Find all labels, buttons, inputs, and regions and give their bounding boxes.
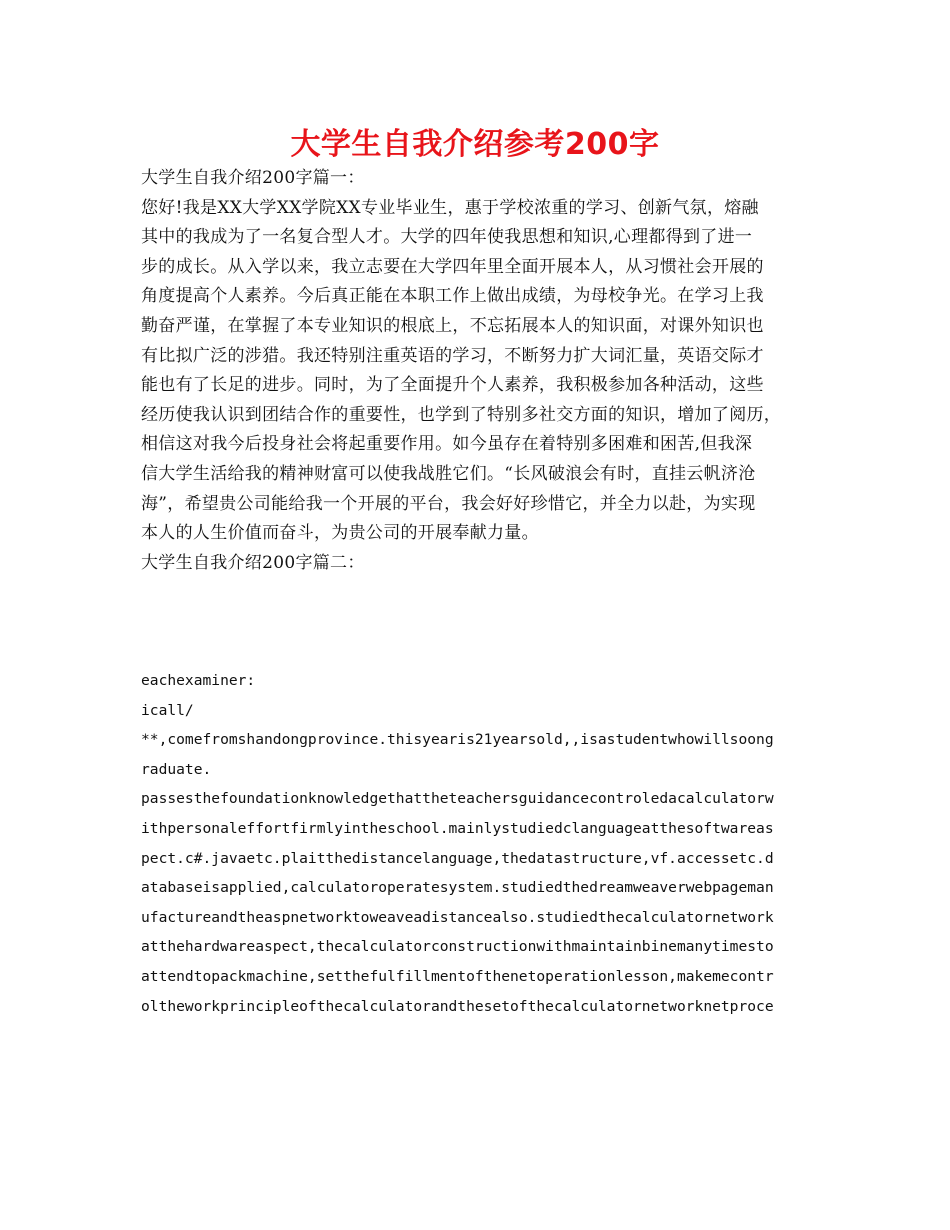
section-two xyxy=(141,666,831,1021)
paragraph-line: passesthefoundationknowledgethattheteachersguidancecontroledacalculatorw xyxy=(141,790,774,808)
paragraph-line: ithpersonaleffortfirmlyintheschool.mainlystudiedclanguageatthesoftwareas xyxy=(141,819,774,837)
section-two-heading: 大学生自我介绍200字篇二： xyxy=(141,552,365,573)
paragraph-line: 本人的人生价值而奋斗，为贵公司的开展奉献力量。 xyxy=(141,523,539,544)
paragraph-line: ufactureandtheaspnetworktoweaveadistancealso.studiedthecalculatornetwork xyxy=(141,908,774,926)
paragraph-line: 能也有了长足的进步。同时，为了全面提升个人素养，我积极参加各种活动，这些 xyxy=(141,375,764,396)
paragraph-line: 海”，希望贵公司能给我一个开展的平台，我会好好珍惜它，并全力以赴，为实现 xyxy=(141,493,756,514)
paragraph-line: 有比拟广泛的涉猎。我还特别注重英语的学习，不断努力扩大词汇量，英语交际才 xyxy=(141,345,764,366)
paragraph-line: atthehardwareaspect,thecalculatorconstructionwithmaintainbinemanytimesto xyxy=(141,938,774,956)
paragraph-line: 信大学生活给我的精神财富可以使我战胜它们。“长风破浪会有时，直挂云帆济沧 xyxy=(141,463,756,484)
paragraph-line: oltheworkprincipleofthecalculatorandthesetofthecalculatornetworknetproce xyxy=(141,997,774,1015)
paragraph-line: 勤奋严谨，在掌握了本专业知识的根底上，不忘拓展本人的知识面，对课外知识也 xyxy=(141,315,764,336)
paragraph-line: 步的成长。从入学以来，我立志要在大学四年里全面开展本人，从习惯社会开展的 xyxy=(141,256,764,277)
paragraph-line: eachexaminer: xyxy=(141,672,256,689)
section-one-heading: 大学生自我介绍200字篇一： xyxy=(141,168,365,188)
paragraph-line: raduate. xyxy=(141,760,212,778)
paragraph-line: **,comefromshandongprovince.thisyearis21yearsold,,isastudentwhowillsoong xyxy=(141,731,774,749)
paragraph-line: 经历使我认识到团结合作的重要性，也学到了特别多社交方面的知识，增加了阅历， xyxy=(141,404,782,425)
section-one xyxy=(141,164,821,578)
paragraph-line: 角度提高个人素养。今后真正能在本职工作上做出成绩，为母校争光。在学习上我 xyxy=(141,286,764,307)
paragraph-line: 相信这对我今后投身社会将起重要作用。如今虽存在着特别多困难和困苦,但我深 xyxy=(141,434,753,455)
document-title: 大学生自我介绍参考200字 xyxy=(290,127,660,162)
paragraph-line: 其中的我成为了一名复合型人才。大学的四年使我思想和知识,心理都得到了进一 xyxy=(141,227,753,248)
paragraph-line: attendtopackmachine,setthefulfillmentofthenetoperationlesson,makemecontr xyxy=(141,967,774,985)
paragraph-line: atabaseisapplied,calculatoroperatesystem.studiedthedreamweaverwebpageman xyxy=(141,879,774,897)
paragraph-line: 您好!我是XX大学XX学院XX专业毕业生，惠于学校浓重的学习、创新气氛，熔融 xyxy=(141,197,759,218)
paragraph-line: pect.c#.javaetc.plaitthedistancelanguage,thedatastructure,vf.accessetc.d xyxy=(141,849,774,867)
paragraph-line: icall/ xyxy=(141,701,194,719)
